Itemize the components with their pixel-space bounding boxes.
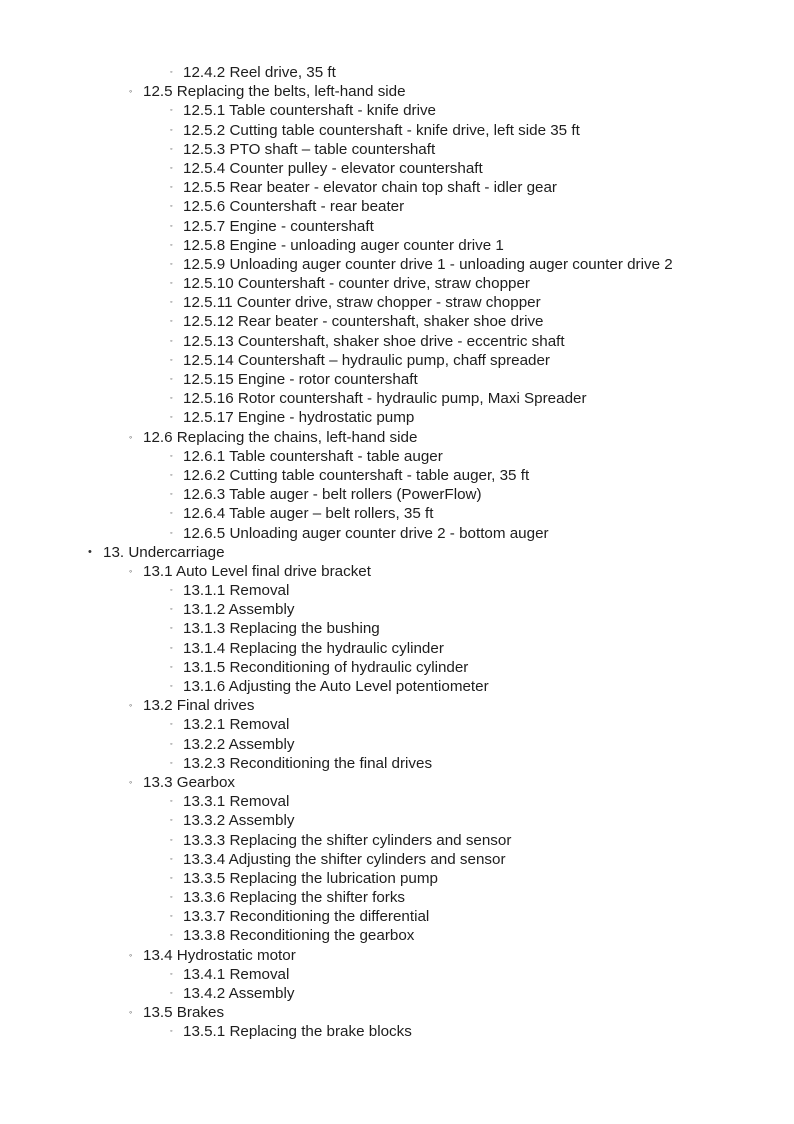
toc-item-label: 13.5.1 Replacing the brake blocks <box>183 1023 412 1041</box>
toc-subsection-item <box>0 850 794 869</box>
toc-subsection-item <box>0 811 794 830</box>
toc-subsection-item <box>0 735 794 754</box>
toc-section-item <box>0 562 794 581</box>
small-hollow-bullet-icon: ◦ <box>170 970 173 978</box>
toc-section-item <box>0 82 794 101</box>
toc-subsection-item <box>0 581 794 600</box>
toc-item-label: 12.4.2 Reel drive, 35 ft <box>183 64 336 81</box>
toc-item-label: 13.1.2 Assembly <box>183 601 295 619</box>
toc-subsection-item <box>0 159 794 178</box>
toc-subsection-item <box>0 255 794 274</box>
toc-subsection-item <box>0 504 794 523</box>
toc-item-label: 13.5 Brakes <box>143 1004 225 1022</box>
toc-item-label: 13.3.1 Removal <box>183 793 290 811</box>
small-hollow-bullet-icon: ◦ <box>170 222 173 230</box>
toc-item-label: 12.5.17 Engine - hydrostatic pump <box>183 409 415 427</box>
small-hollow-bullet-icon: ◦ <box>170 491 173 499</box>
small-hollow-bullet-icon: ◦ <box>170 759 173 767</box>
hollow-bullet-icon: ◦ <box>129 565 133 576</box>
small-hollow-bullet-icon: ◦ <box>170 395 173 403</box>
toc-section-item <box>0 428 794 447</box>
toc-item-label: 12.6.1 Table countershaft - table auger <box>183 447 443 465</box>
small-hollow-bullet-icon: ◦ <box>170 280 173 288</box>
toc-item-label: 12.6.4 Table auger – belt rollers, 35 ft <box>183 505 434 523</box>
small-hollow-bullet-icon: ◦ <box>170 69 173 76</box>
small-hollow-bullet-icon: ◦ <box>170 356 173 364</box>
small-hollow-bullet-icon: ◦ <box>170 587 173 595</box>
toc-subsection-item <box>0 831 794 850</box>
toc-item-label: 13.1 Auto Level final drive bracket <box>143 562 371 580</box>
toc-subsection-item <box>0 121 794 140</box>
toc-subsection-item <box>0 888 794 907</box>
small-hollow-bullet-icon: ◦ <box>170 606 173 614</box>
toc-subsection-item <box>0 600 794 619</box>
toc-subsection-item <box>0 619 794 638</box>
hollow-bullet-icon: ◦ <box>129 86 133 97</box>
toc-section-item <box>0 1003 794 1022</box>
toc-subsection-item <box>0 869 794 888</box>
small-hollow-bullet-icon: ◦ <box>170 683 173 690</box>
toc-item-label: 12.5.15 Engine - rotor countershaft <box>183 371 418 388</box>
toc-subsection-item <box>0 965 794 984</box>
toc-item-label: 12.5.12 Rear beater - countershaft, shaker shoe drive <box>183 313 544 331</box>
toc-subsection-item <box>0 447 794 466</box>
toc-item-label: 12.5.13 Countershaft, shaker shoe drive - eccentric shaft <box>183 332 565 350</box>
small-hollow-bullet-icon: ◦ <box>170 874 173 882</box>
toc-subsection-item <box>0 217 794 236</box>
toc-subsection-item <box>0 312 794 331</box>
toc-item-label: 12.5.10 Countershaft - counter drive, straw chopper <box>183 275 530 293</box>
toc-item-label: 13.1.3 Replacing the bushing <box>183 620 380 638</box>
toc-item-label: 13.1.6 Adjusting the Auto Level potentiometer <box>183 678 489 695</box>
small-hollow-bullet-icon: ◦ <box>170 107 173 115</box>
toc-item-label: 13.4 Hydrostatic motor <box>143 946 296 964</box>
toc-subsection-item <box>0 332 794 351</box>
small-hollow-bullet-icon: ◦ <box>170 299 173 307</box>
toc-subsection-item <box>0 351 794 370</box>
toc-subsection-item <box>0 370 794 389</box>
small-hollow-bullet-icon: ◦ <box>170 644 173 652</box>
toc-item-label: 13.4.1 Removal <box>183 965 290 983</box>
toc-item-label: 13.1.5 Reconditioning of hydraulic cylinder <box>183 658 469 676</box>
small-hollow-bullet-icon: ◦ <box>170 625 173 633</box>
toc-chapter-item <box>0 543 794 562</box>
toc-item-label: 13.2.3 Reconditioning the final drives <box>183 754 433 772</box>
hollow-bullet-icon: ◦ <box>129 949 133 960</box>
small-hollow-bullet-icon: ◦ <box>170 817 173 825</box>
toc-subsection-item <box>0 274 794 293</box>
hollow-bullet-icon: ◦ <box>129 700 133 711</box>
small-hollow-bullet-icon: ◦ <box>170 203 173 211</box>
small-hollow-bullet-icon: ◦ <box>170 894 173 902</box>
small-hollow-bullet-icon: ◦ <box>170 990 173 997</box>
small-hollow-bullet-icon: ◦ <box>170 510 173 518</box>
small-hollow-bullet-icon: ◦ <box>170 376 173 383</box>
toc-subsection-item <box>0 408 794 427</box>
small-hollow-bullet-icon: ◦ <box>170 318 173 326</box>
toc-item-label: 13.1.1 Removal <box>183 582 290 600</box>
small-hollow-bullet-icon: ◦ <box>170 471 173 479</box>
small-hollow-bullet-icon: ◦ <box>170 740 173 748</box>
small-hollow-bullet-icon: ◦ <box>170 798 173 806</box>
hollow-bullet-icon: ◦ <box>129 1007 133 1018</box>
toc-subsection-item <box>0 178 794 197</box>
toc-item-label: 13.3 Gearbox <box>143 773 236 791</box>
toc-item-label: 12.5.8 Engine - unloading auger counter drive 1 <box>183 236 504 254</box>
toc-item-label: 12.5.2 Cutting table countershaft - knife drive, left side 35 ft <box>183 121 580 139</box>
small-hollow-bullet-icon: ◦ <box>170 145 173 153</box>
small-hollow-bullet-icon: ◦ <box>170 184 173 192</box>
toc-item-label: 13.3.4 Adjusting the shifter cylinders and sensor <box>183 850 506 868</box>
toc-item-label: 12.5.9 Unloading auger counter drive 1 - unloading auger counter drive 2 <box>183 255 673 273</box>
toc-subsection-item <box>0 197 794 216</box>
toc-item-label: 13.3.2 Assembly <box>183 812 295 830</box>
toc-item-label: 12.5.16 Rotor countershaft - hydraulic pump, Maxi Spreader <box>183 390 587 408</box>
small-hollow-bullet-icon: ◦ <box>170 452 173 460</box>
toc-item-label: 12.5.7 Engine - countershaft <box>183 217 374 235</box>
small-hollow-bullet-icon: ◦ <box>170 414 173 422</box>
small-hollow-bullet-icon: ◦ <box>170 1028 173 1036</box>
toc-item-label: 13.2.2 Assembly <box>183 735 295 753</box>
small-hollow-bullet-icon: ◦ <box>170 663 173 671</box>
toc-item-label: 12.6.3 Table auger - belt rollers (PowerFlow) <box>183 486 482 504</box>
toc-subsection-item <box>0 926 794 945</box>
toc-subsection-item <box>0 792 794 811</box>
toc-subsection-item <box>0 466 794 485</box>
small-hollow-bullet-icon: ◦ <box>170 126 173 134</box>
hollow-bullet-icon: ◦ <box>129 776 133 787</box>
toc-subsection-item <box>0 658 794 677</box>
toc-subsection-item <box>0 293 794 312</box>
small-hollow-bullet-icon: ◦ <box>170 855 173 863</box>
toc-item-label: 13.3.8 Reconditioning the gearbox <box>183 927 415 945</box>
toc-subsection-item <box>0 389 794 408</box>
toc-item-label: 12.6.2 Cutting table countershaft - table auger, 35 ft <box>183 466 530 484</box>
toc-item-label: 13.2.1 Removal <box>183 716 290 734</box>
toc-item-label: 13.3.5 Replacing the lubrication pump <box>183 869 438 887</box>
toc-subsection-item <box>0 140 794 159</box>
small-hollow-bullet-icon: ◦ <box>170 337 173 345</box>
table-of-contents <box>0 63 794 1042</box>
toc-item-label: 12.6.5 Unloading auger counter drive 2 - bottom auger <box>183 524 549 542</box>
filled-bullet-icon: • <box>88 545 92 558</box>
toc-subsection-item <box>0 639 794 658</box>
toc-subsection-item <box>0 524 794 543</box>
toc-item-label: 13.1.4 Replacing the hydraulic cylinder <box>183 639 444 657</box>
toc-item-label: 12.5.14 Countershaft – hydraulic pump, chaff spreader <box>183 351 550 369</box>
small-hollow-bullet-icon: ◦ <box>170 241 173 249</box>
toc-item-label: 12.5.3 PTO shaft – table countershaft <box>183 140 436 158</box>
toc-item-label: 13.2 Final drives <box>143 697 255 715</box>
toc-subsection-item <box>0 677 794 696</box>
toc-item-label: 12.5.5 Rear beater - elevator chain top shaft - idler gear <box>183 179 557 197</box>
small-hollow-bullet-icon: ◦ <box>170 260 173 268</box>
toc-section-item <box>0 773 794 792</box>
toc-subsection-item <box>0 1022 794 1041</box>
toc-subsection-item <box>0 907 794 926</box>
toc-item-label: 12.5 Replacing the belts, left-hand side <box>143 83 406 101</box>
toc-subsection-item <box>0 101 794 120</box>
toc-subsection-item <box>0 984 794 1003</box>
toc-subsection-item <box>0 485 794 504</box>
toc-item-label: 12.5.4 Counter pulley - elevator countershaft <box>183 159 483 177</box>
toc-section-item <box>0 946 794 965</box>
toc-subsection-item <box>0 63 794 82</box>
small-hollow-bullet-icon: ◦ <box>170 721 173 729</box>
toc-subsection-item <box>0 754 794 773</box>
small-hollow-bullet-icon: ◦ <box>170 932 173 940</box>
toc-subsection-item <box>0 715 794 734</box>
toc-item-label: 12.5.1 Table countershaft - knife drive <box>183 102 436 120</box>
toc-section-item <box>0 696 794 715</box>
toc-subsection-item <box>0 236 794 255</box>
small-hollow-bullet-icon: ◦ <box>170 164 173 172</box>
small-hollow-bullet-icon: ◦ <box>170 836 173 844</box>
toc-item-label: 13.3.6 Replacing the shifter forks <box>183 889 406 907</box>
toc-item-label: 12.5.6 Countershaft - rear beater <box>183 198 405 216</box>
hollow-bullet-icon: ◦ <box>129 431 133 442</box>
toc-item-label: 13. Undercarriage <box>103 543 225 561</box>
toc-item-label: 12.5.11 Counter drive, straw chopper - straw chopper <box>183 294 541 312</box>
toc-item-label: 13.4.2 Assembly <box>183 985 295 1002</box>
small-hollow-bullet-icon: ◦ <box>170 529 173 537</box>
toc-item-label: 12.6 Replacing the chains, left-hand side <box>143 428 418 446</box>
small-hollow-bullet-icon: ◦ <box>170 913 173 921</box>
toc-item-label: 13.3.7 Reconditioning the differential <box>183 908 430 926</box>
toc-item-label: 13.3.3 Replacing the shifter cylinders and sensor <box>183 831 512 849</box>
